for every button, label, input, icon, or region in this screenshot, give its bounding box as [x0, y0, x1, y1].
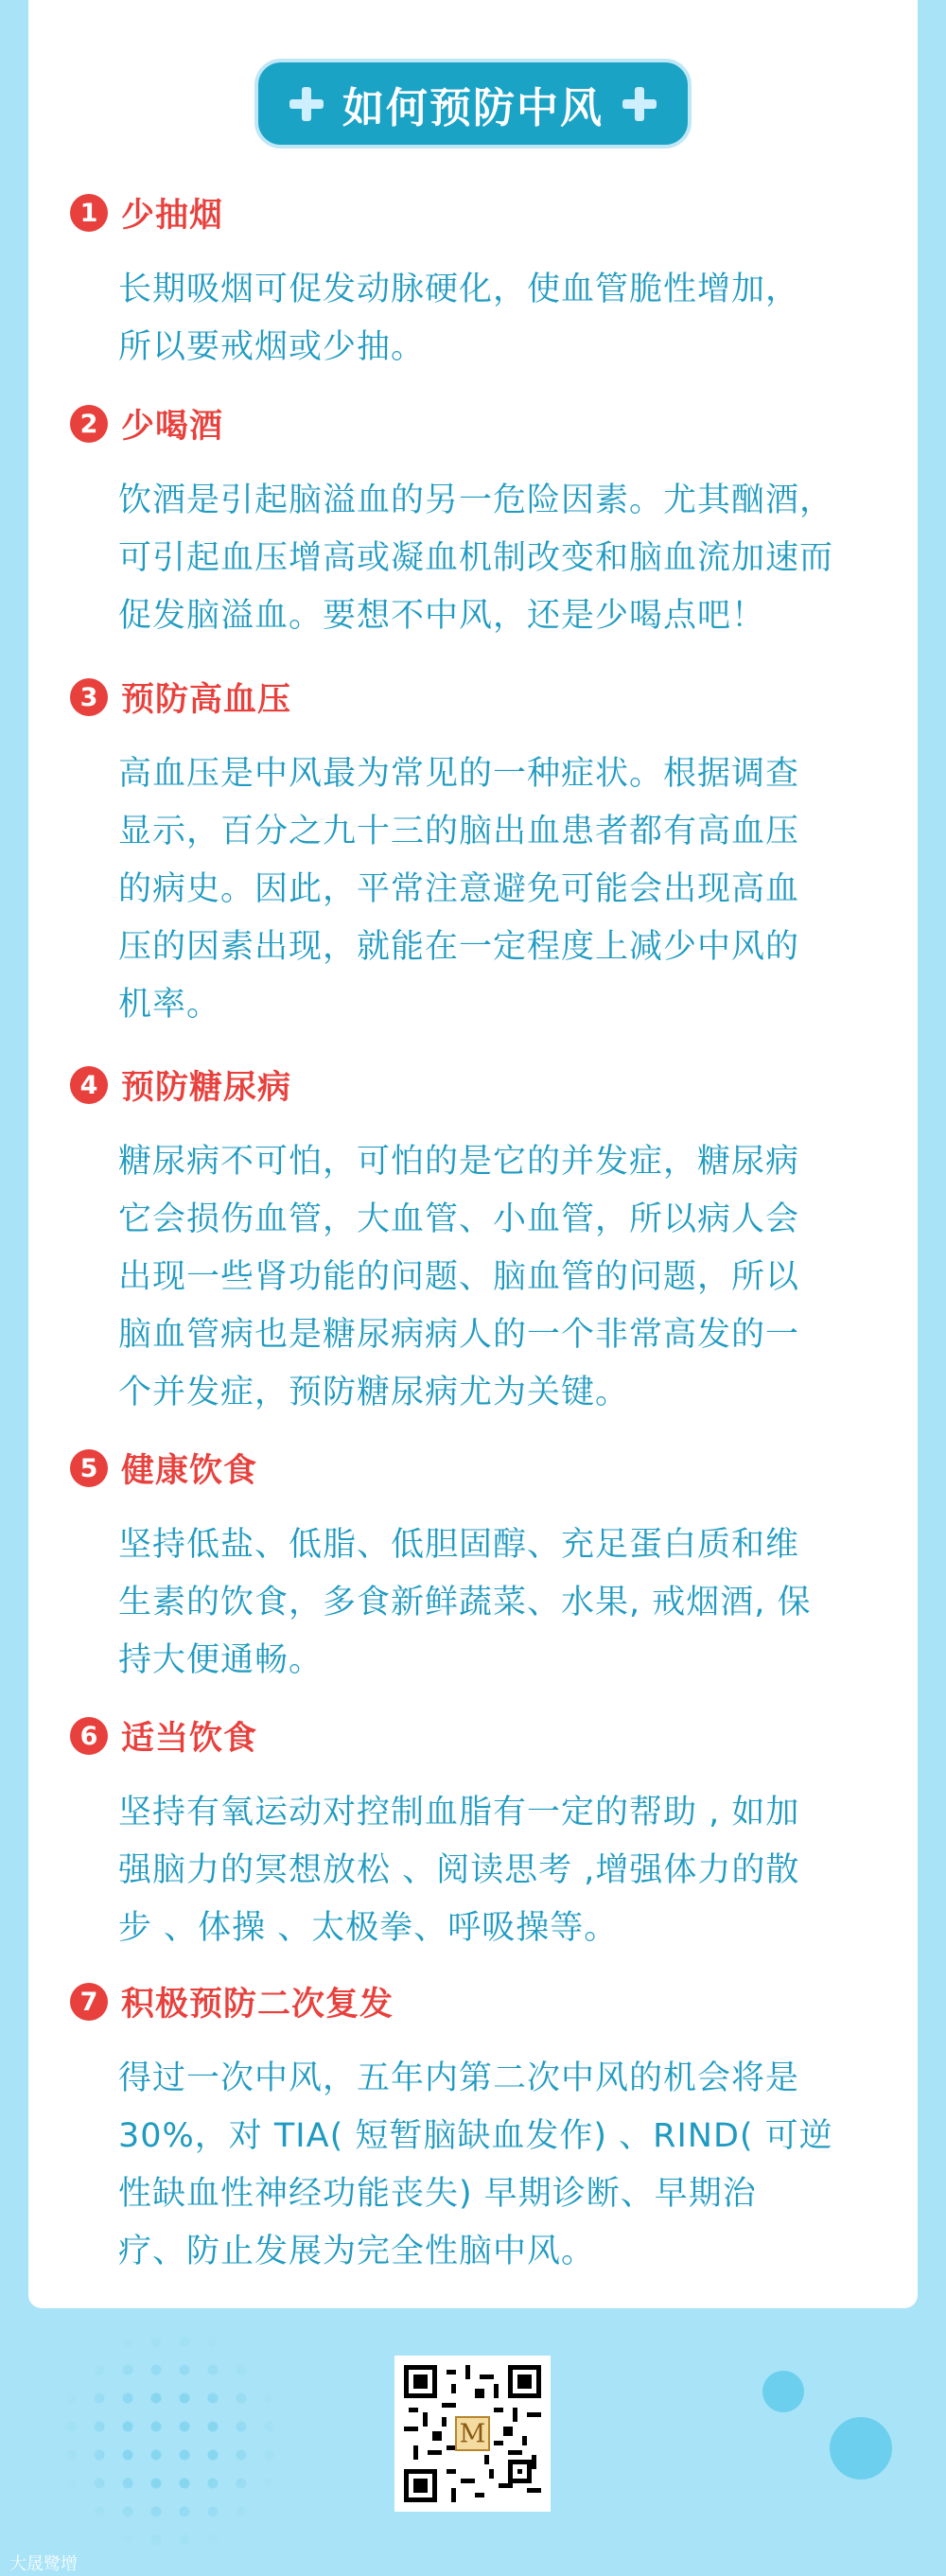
number-badge-icon: 7	[70, 1983, 108, 2021]
body-line: 得过一次中风，五年内第二次中风的机会将是	[118, 2059, 800, 2097]
section-heading	[70, 1715, 257, 1757]
qr-logo-letter: M	[459, 2419, 486, 2449]
body-line: 步 、体操 、太极拳、呼吸操等。	[118, 1909, 619, 1947]
body-line: 压的因素出现，就能在一定程度上减少中风的	[118, 928, 800, 966]
watermark: 大晟鹭增	[9, 2554, 78, 2574]
body-line: 的病史。因此，平常注意避免可能会出现高血	[118, 870, 800, 908]
qr-code[interactable]	[394, 2356, 551, 2512]
section-title: 积极预防二次复发	[121, 1986, 394, 2024]
body-line: 疗、防止发展为完全性脑中风。	[118, 2233, 596, 2270]
number-badge-icon: 5	[70, 1449, 108, 1487]
section-heading	[70, 1981, 394, 2023]
body-line: 饮酒是引起脑溢血的另一危险因素。尤其酗酒，	[118, 482, 834, 519]
body-line: 显示，百分之九十三的脑出血患者都有高血压	[118, 813, 800, 850]
body-line: 脑血管病也是糖尿病病人的一个非常高发的一	[118, 1316, 800, 1354]
plus-icon-right	[622, 87, 657, 121]
bubble-decoration	[762, 2371, 804, 2412]
body-line: 促发脑溢血。要想不中风，还是少喝点吧！	[118, 597, 766, 635]
body-line: 所以要戒烟或少抽。	[118, 328, 426, 366]
body-line: 坚持有氧运动对控制血脂有一定的帮助 , 如加	[118, 1794, 800, 1831]
section-heading	[70, 192, 223, 234]
number-badge-icon: 3	[70, 678, 108, 716]
section-heading	[70, 1064, 291, 1106]
section-body	[118, 2050, 913, 2281]
body-line: 持大便通畅。	[118, 1641, 324, 1679]
body-line: 高血压是中风最为常见的一种症状。根据调查	[118, 755, 800, 793]
dot-pattern-decoration	[57, 2327, 284, 2554]
section-body	[118, 1133, 913, 1422]
section-title: 少喝酒	[121, 408, 224, 446]
section-title: 预防糖尿病	[121, 1069, 292, 1107]
body-line: 可引起血压增高或凝血机制改变和脑血流加速而	[118, 539, 834, 577]
body-line: 生素的饮食，多食新鲜蔬菜、水果, 戒烟酒, 保	[118, 1584, 812, 1621]
section-title: 少抽烟	[121, 197, 224, 235]
section-heading	[70, 1447, 257, 1489]
section-body	[118, 1784, 913, 1957]
body-line: 它会损伤血管，大血管、小血管，所以病人会	[118, 1200, 800, 1238]
body-line: 个并发症，预防糖尿病尤为关键。	[118, 1374, 630, 1411]
body-line: 长期吸烟可促发动脉硬化，使血管脆性增加，	[118, 271, 800, 308]
section-title: 预防高血压	[121, 681, 292, 719]
section-title: 健康饮食	[121, 1452, 258, 1490]
number-badge-icon: 2	[70, 405, 108, 443]
number-badge-icon: 6	[70, 1717, 108, 1755]
title-banner	[254, 59, 692, 149]
body-line: 强脑力的冥想放松 、阅读思考 ,增强体力的散	[118, 1851, 800, 1889]
body-line: 坚持低盐、低脂、低胆固醇、充足蛋白质和维	[118, 1526, 800, 1564]
body-line: 30%，对 TIA( 短暂脑缺血发作) 、RIND( 可逆	[118, 2117, 833, 2155]
section-body	[118, 1516, 913, 1690]
section-title: 适当饮食	[121, 1720, 258, 1758]
qr-code-icon	[404, 2365, 541, 2502]
body-line: 机率。	[118, 986, 221, 1024]
section-body	[118, 745, 913, 1034]
section-body	[118, 261, 913, 377]
body-line: 出现一些肾功能的问题、脑血管的问题，所以	[118, 1258, 800, 1296]
page-title: 如何预防中风	[342, 83, 604, 132]
section-heading	[70, 403, 223, 445]
bubble-decoration	[830, 2417, 892, 2480]
body-line: 性缺血性神经功能丧失) 早期诊断、早期治	[118, 2175, 757, 2213]
number-badge-icon: 4	[70, 1066, 108, 1104]
section-body	[118, 472, 913, 645]
plus-icon-left	[289, 87, 324, 121]
section-heading	[70, 676, 291, 718]
body-line: 糖尿病不可怕，可怕的是它的并发症，糖尿病	[118, 1143, 800, 1181]
number-badge-icon: 1	[70, 194, 108, 232]
